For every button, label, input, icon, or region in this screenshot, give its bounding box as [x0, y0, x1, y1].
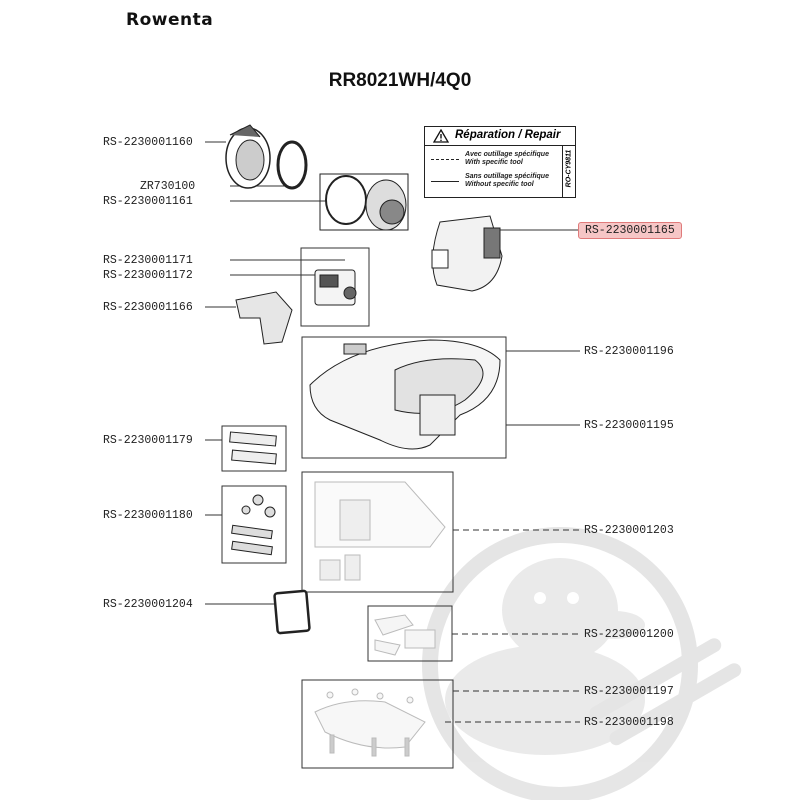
part-1179 — [230, 432, 277, 464]
part-filter — [320, 174, 408, 230]
watermark-logo — [430, 535, 744, 795]
model-title: RR8021WH/4Q0 — [328, 70, 472, 91]
part-label: RS-2230001198 — [584, 716, 674, 729]
legend-with-tool-en: With specific tool — [464, 159, 523, 166]
part-chassis — [310, 340, 500, 449]
part-label-highlighted[interactable]: RS-2230001165 — [578, 222, 682, 239]
part-sensor — [315, 270, 356, 305]
part-label: RS-2230001197 — [584, 685, 674, 698]
legend-with-tool-fr: Avec outillage spécifique — [464, 151, 549, 158]
part-label: RS-2230001204 — [103, 598, 193, 611]
part-label: RS-2230001161 — [103, 195, 193, 208]
part-label: ZR730100 — [140, 180, 196, 193]
part-label: RS-2230001195 — [584, 419, 674, 432]
part-label: RS-2230001196 — [584, 345, 674, 358]
part-label: RS-2230001200 — [584, 628, 674, 641]
legend-without-tool-en: Without specific tool — [464, 181, 534, 188]
part-label: RS-2230001172 — [103, 269, 193, 282]
part-bracket — [236, 292, 292, 344]
part-label: RS-2230001203 — [584, 524, 674, 537]
part-1197 — [315, 689, 425, 756]
part-1180 — [232, 495, 275, 555]
legend-title-text: Réparation / Repair — [455, 129, 561, 141]
part-1204 — [274, 591, 309, 634]
legend-without-tool-fr: Sans outillage spécifique — [464, 173, 549, 180]
part-1203 — [315, 482, 445, 580]
part-label: RS-2230001166 — [103, 301, 193, 314]
part-label: RS-2230001160 — [103, 136, 193, 149]
part-cover — [432, 216, 502, 291]
part-label: RS-2230001179 — [103, 434, 193, 447]
legend-code: RO-CY9811 — [565, 149, 573, 188]
part-wheel — [226, 125, 306, 188]
part-label: RS-2230001180 — [103, 509, 193, 522]
part-label: RS-2230001171 — [103, 254, 193, 267]
brand-logo: Rowenta — [126, 10, 214, 30]
